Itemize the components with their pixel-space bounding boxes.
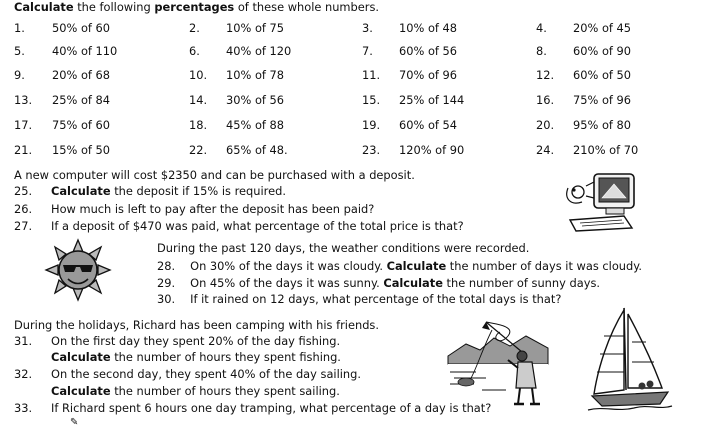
exercise-number: 21. (14, 143, 33, 157)
exercise-problem: 60% of 90 (573, 44, 632, 58)
exercise-problem: 60% of 54 (399, 118, 458, 132)
exercise-problem: 45% of 88 (226, 118, 285, 132)
sailboat-icon (584, 306, 674, 414)
computer-intro: A new computer will cost $2350 and can be purchased with a deposit. (14, 168, 415, 182)
exercise-problem: 20% of 45 (573, 21, 632, 35)
question-31: 31. On the first day they spent 20% of the day fishing. (14, 334, 341, 348)
exercise-number: 15. (362, 93, 381, 107)
exercise-number: 23. (362, 143, 381, 157)
exercise-problem: 50% of 60 (52, 21, 111, 35)
sun-icon (44, 238, 112, 302)
exercise-problem: 60% of 50 (573, 68, 632, 82)
exercise-problem: 25% of 144 (399, 93, 465, 107)
exercise-number: 9. (14, 68, 25, 82)
exercise-problem: 10% of 78 (226, 68, 285, 82)
exercise-number: 20. (536, 118, 555, 132)
exercise-number: 17. (14, 118, 33, 132)
exercise-problem: 70% of 96 (399, 68, 458, 82)
exercise-problem: 40% of 110 (52, 44, 118, 58)
exercise-problem: 10% of 75 (226, 21, 285, 35)
exercise-number: 2. (189, 21, 200, 35)
question-31-instruction: Calculate the number of hours they spent fishing. (51, 350, 341, 364)
exercise-number: 22. (189, 143, 208, 157)
exercise-number: 1. (14, 21, 25, 35)
exercise-problem: 20% of 68 (52, 68, 111, 82)
question-27: 27. If a deposit of $470 was paid, what percentage of the total price is that? (14, 219, 464, 233)
question-28: 28. On 30% of the days it was cloudy. Calculate the number of days it was cloudy. (157, 259, 642, 273)
exercise-problem: 210% of 70 (573, 143, 639, 157)
exercise-number: 6. (189, 44, 200, 58)
question-30: 30. If it rained on 12 days, what percentage of the total days is that? (157, 292, 562, 306)
exercise-problem: 75% of 60 (52, 118, 111, 132)
exercise-problem: 25% of 84 (52, 93, 111, 107)
exercise-problem: 95% of 80 (573, 118, 632, 132)
exercise-number: 24. (536, 143, 555, 157)
exercise-number: 7. (362, 44, 373, 58)
exercise-number: 3. (362, 21, 373, 35)
exercise-number: 4. (536, 21, 547, 35)
exercise-problem: 10% of 48 (399, 21, 458, 35)
exercise-number: 18. (189, 118, 208, 132)
fishing-icon (446, 320, 550, 408)
exercise-number: 8. (536, 44, 547, 58)
computer-icon (564, 168, 640, 234)
question-29: 29. On 45% of the days it was sunny. Calculate the number of sunny days. (157, 276, 600, 290)
weather-intro: During the past 120 days, the weather conditions were recorded. (157, 241, 530, 255)
exercise-problem: 60% of 56 (399, 44, 458, 58)
margin-mark-icon: ✎ (70, 417, 79, 428)
question-33: 33. If Richard spent 6 hours one day tramping, what percentage of a day is that? (14, 401, 492, 415)
exercise-number: 13. (14, 93, 33, 107)
camping-intro: During the holidays, Richard has been camping with his friends. (14, 318, 379, 332)
instructions: Calculate the following percentages of these whole numbers. (14, 0, 380, 14)
exercise-problem: 120% of 90 (399, 143, 465, 157)
question-32: 32. On the second day, they spent 40% of the day sailing. (14, 367, 361, 381)
exercise-number: 11. (362, 68, 381, 82)
question-26: 26. How much is left to pay after the deposit has been paid? (14, 202, 375, 216)
exercise-problem: 30% of 56 (226, 93, 285, 107)
exercise-number: 12. (536, 68, 555, 82)
exercise-number: 14. (189, 93, 208, 107)
exercise-problem: 75% of 96 (573, 93, 632, 107)
exercise-number: 19. (362, 118, 381, 132)
exercise-number: 5. (14, 44, 25, 58)
exercise-problem: 65% of 48. (226, 143, 288, 157)
exercise-problem: 15% of 50 (52, 143, 111, 157)
exercise-number: 10. (189, 68, 208, 82)
question-25: 25. Calculate the deposit if 15% is required. (14, 184, 286, 198)
exercise-number: 16. (536, 93, 555, 107)
question-32-instruction: Calculate the number of hours they spent sailing. (51, 384, 340, 398)
exercise-problem: 40% of 120 (226, 44, 292, 58)
